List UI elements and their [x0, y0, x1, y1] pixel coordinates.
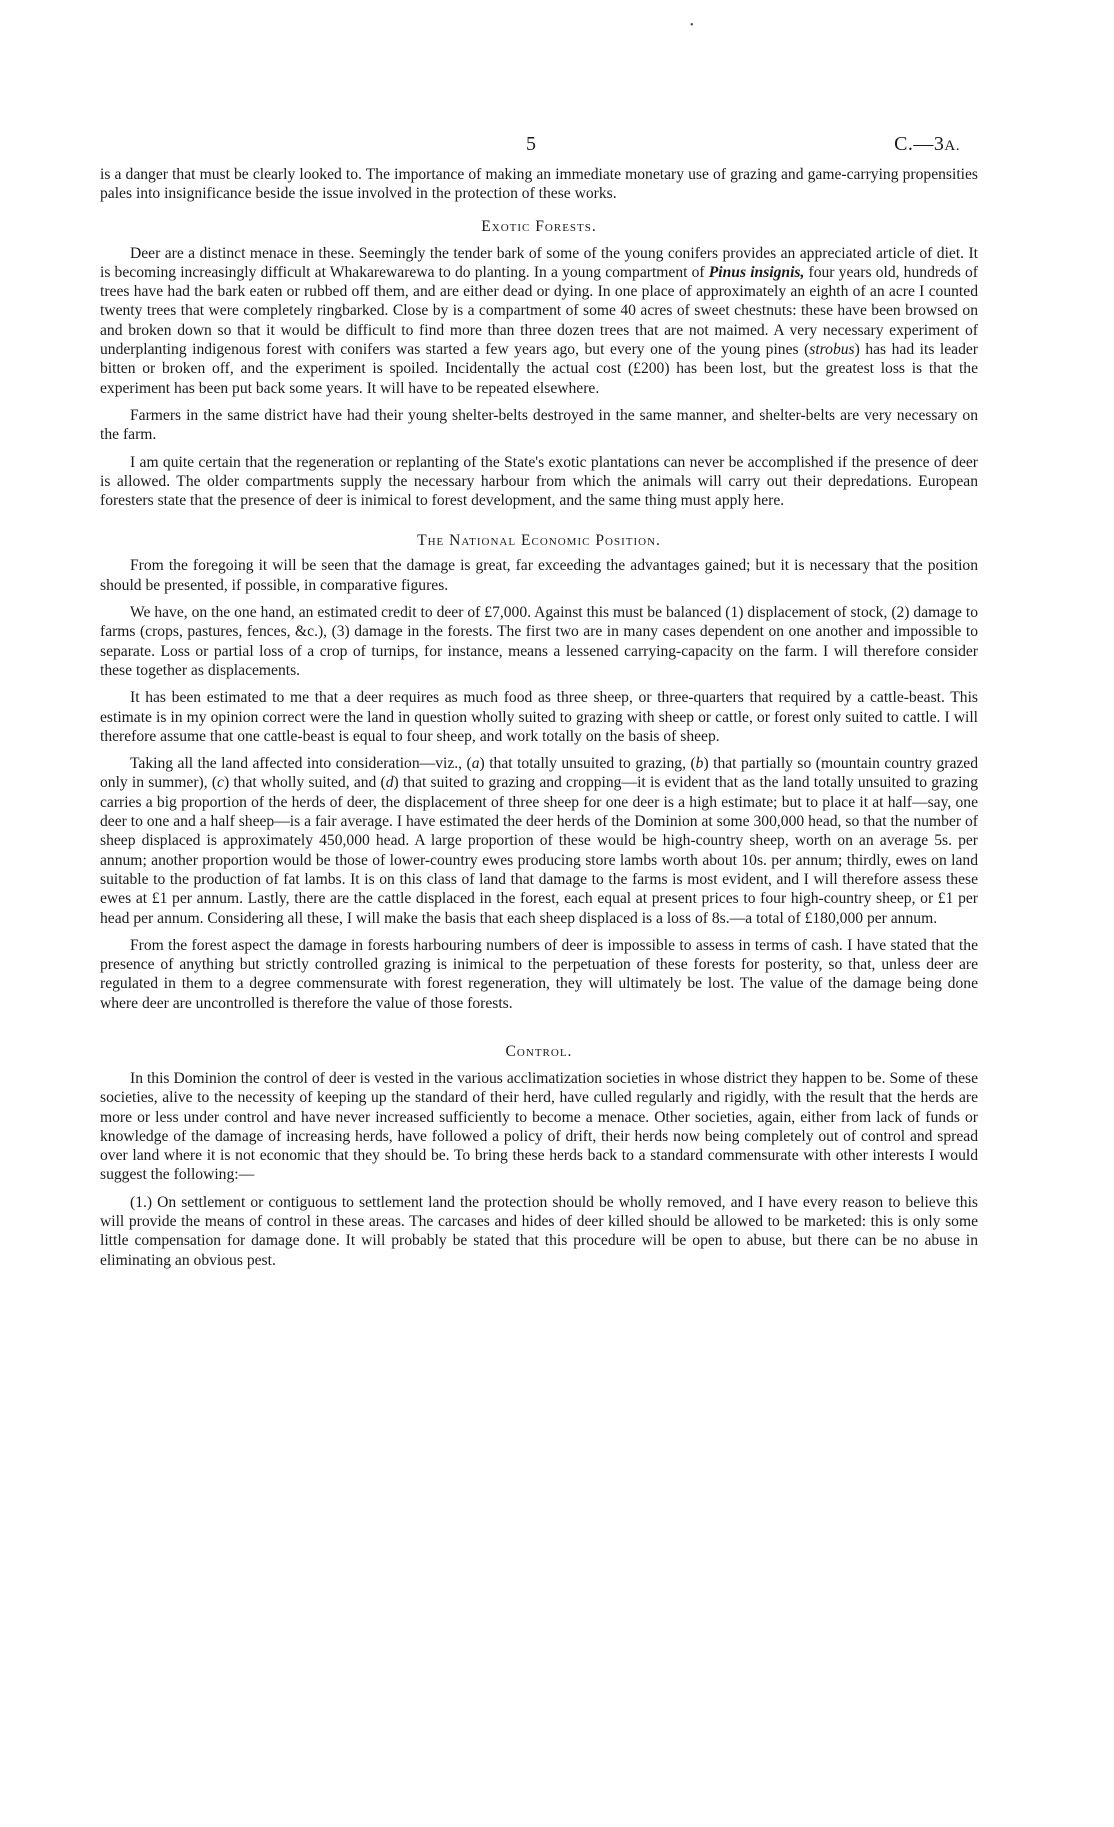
- national-p4-a: Taking all the land affected into consideration—viz., (: [130, 755, 472, 773]
- exotic-paragraph-3: I am quite certain that the regeneration or replanting of the State's exotic plantations can never be accomplished if the presence of deer is allowed. The older compartments supply the necessary harbour from which the animals will carry out their depredations. European foresters state that the presence of deer is inimical to forest development, and the same thing must apply here.: [100, 453, 978, 510]
- national-p4-d: ) that wholly suited, and (: [223, 774, 386, 792]
- exotic-p1-b: four years old, hundreds of trees have had the bark eaten or rubbed off them, and are either dead or dying. In one place of approximately an eighth of an acre I counted twenty trees that were completely ringbarked. Close by is a compartment of some 40 acres of sweet chestnuts: these have been browsed on and broken down so that it would be difficult to find more than three dozen trees that are not maimed. A very necessary experiment of underplanting indigenous forest with conifers was started a few years ago, but every one of the young pines (: [100, 263, 978, 359]
- heading-control: Control.: [505, 1042, 573, 1060]
- exotic-p1-a: Deer are a distinct menace in these. Seemingly the tender bark of some of the young conifers provides an appreciated article of diet. It is becoming increasingly difficult at Whakarewarewa to do planting. In a young compartment of: [100, 244, 978, 281]
- exotic-p1-c: ) has had its leader bitten or broken off, and the experiment is spoiled. Incidentally the actual cost (£200) has been lost, but the greatest loss is that the experiment has been put back some years. It will have to be repeated elsewhere.: [100, 341, 978, 397]
- page-header: [100, 0, 978, 165]
- national-paragraph-2: We have, on the one hand, an estimated credit to deer of £7,000. Against this must be balanced (1) displacement of stock, (2) damage to farms (crops, pastures, fences, &c.), (3) damage in the forests. The first two are in many cases dependent on one another and impossible to separate. Loss or partial loss of a crop of turnips, for instance, means a lessened carrying-capacity on the farm. I will therefore consider these together as displacements.: [100, 604, 978, 679]
- national-paragraph-1: From the foregoing it will be seen that the damage is great, far exceeding the advantages gained; but it is necessary that the position should be presented, if possible, in comparative figures.: [100, 557, 978, 594]
- national-p4-c: ) that partially so (mountain country grazed only in summer), (: [100, 755, 979, 792]
- intro-paragraph: is a danger that must be clearly looked to. The importance of making an immediate monetary use of grazing and game-carrying propensities pales into insignificance beside the issue involved in the protection of these works.: [100, 166, 978, 203]
- heading-exotic-forests: Exotic Forests.: [481, 217, 597, 235]
- exotic-paragraph-2: Farmers in the same district have had their young shelter-belts destroyed in the same manner, and shelter-belts are very necessary on the farm.: [100, 406, 978, 444]
- series-main: C.—3: [894, 133, 945, 155]
- series-suffix: A.: [944, 138, 960, 154]
- letter-c: c: [217, 774, 224, 792]
- page-number: 5: [526, 133, 536, 155]
- letter-b: b: [695, 755, 704, 773]
- series-reference: [894, 133, 960, 156]
- heading-national-economic-position: The National Economic Position.: [417, 532, 661, 550]
- page-content: [100, 0, 978, 1278]
- species-pinus-insignis: Pinus insignis,: [708, 263, 805, 281]
- national-paragraph-5: From the forest aspect the damage in forests harbouring numbers of deer is impossible to assess in terms of cash. I have stated that the presence of anything but strictly controlled grazing is inimical to the perpetuation of these forests for posterity, so that, unless deer are regulated in them to a degree commensurate with forest regeneration, they will ultimately be lost. The value of the damage being done where deer are uncontrolled is therefore the value of those forests.: [100, 936, 978, 1012]
- letter-a: a: [471, 755, 480, 773]
- top-mark: •: [690, 20, 694, 31]
- letter-d: d: [385, 774, 394, 792]
- species-strobus: strobus: [809, 341, 855, 359]
- control-paragraph-1: In this Dominion the control of deer is vested in the various acclimatization societies in whose district they happen to be. Some of these societies, alive to the necessity of keeping up the standard of their herd, have culled regularly and rigidly, with the result that the herds are more or less under control and have never increased sufficiently to become a menace. Other societies, again, either from lack of funds or knowledge of the damage of increasing herds, have followed a policy of drift, their herds now being completely out of control and spread over land where it is not economic that they should be. To bring these herds back to a standard commensurate with other interests I would suggest the following:—: [100, 1069, 978, 1184]
- exotic-paragraph-1: [100, 244, 978, 398]
- national-p4-e: ) that suited to grazing and cropping—it is evident that as the land totally unsuited to grazing carries a big proportion of the herds of deer, the displacement of three sheep for one deer is a high estimate; but to place it at half—say, one deer to one and a half sheep—is a fair average. I have estimated the deer herds of the Dominion at some 300,000 head, so that the number of sheep displaced is approximately 450,000 head. A large proportion of these would be high-country sheep, worth on an average 5s. per annum; another proportion would be those of lower-country ewes producing store lambs worth about 10s. per annum; thirdly, ewes on land suitable to the production of fat lambs. It is on this class of land that damage to the farms is most evident, and I will therefore assess these ewes at £1 per annum. Lastly, there are the cattle displaced in the forest, each equal at present prices to four high-country sheep, or £1 per head per annum. Considering all these, I will make the basis that each sheep displaced is a loss of 8s.—a total of £180,000 per annum.: [100, 774, 978, 927]
- national-paragraph-4: [100, 754, 978, 928]
- national-paragraph-3: It has been estimated to me that a deer requires as much food as three sheep, or three-quarters that required by a cattle-beast. This estimate is in my opinion correct were the land in question wholly suited to grazing with sheep or cattle, or forest only suited to cattle. I will therefore assume that one cattle-beast is equal to four sheep, and work totally on the basis of sheep.: [100, 689, 978, 745]
- control-paragraph-2: (1.) On settlement or contiguous to settlement land the protection should be wholly removed, and I have every reason to believe this will provide the means of control in these areas. The carcases and hides of deer killed should be allowed to be marketed: this is only some little compensation for damage done. It will probably be stated that this procedure will be open to abuse, but there can be no abuse in eliminating an obvious pest.: [100, 1193, 978, 1269]
- national-p4-b: ) that totally unsuited to grazing, (: [479, 755, 696, 773]
